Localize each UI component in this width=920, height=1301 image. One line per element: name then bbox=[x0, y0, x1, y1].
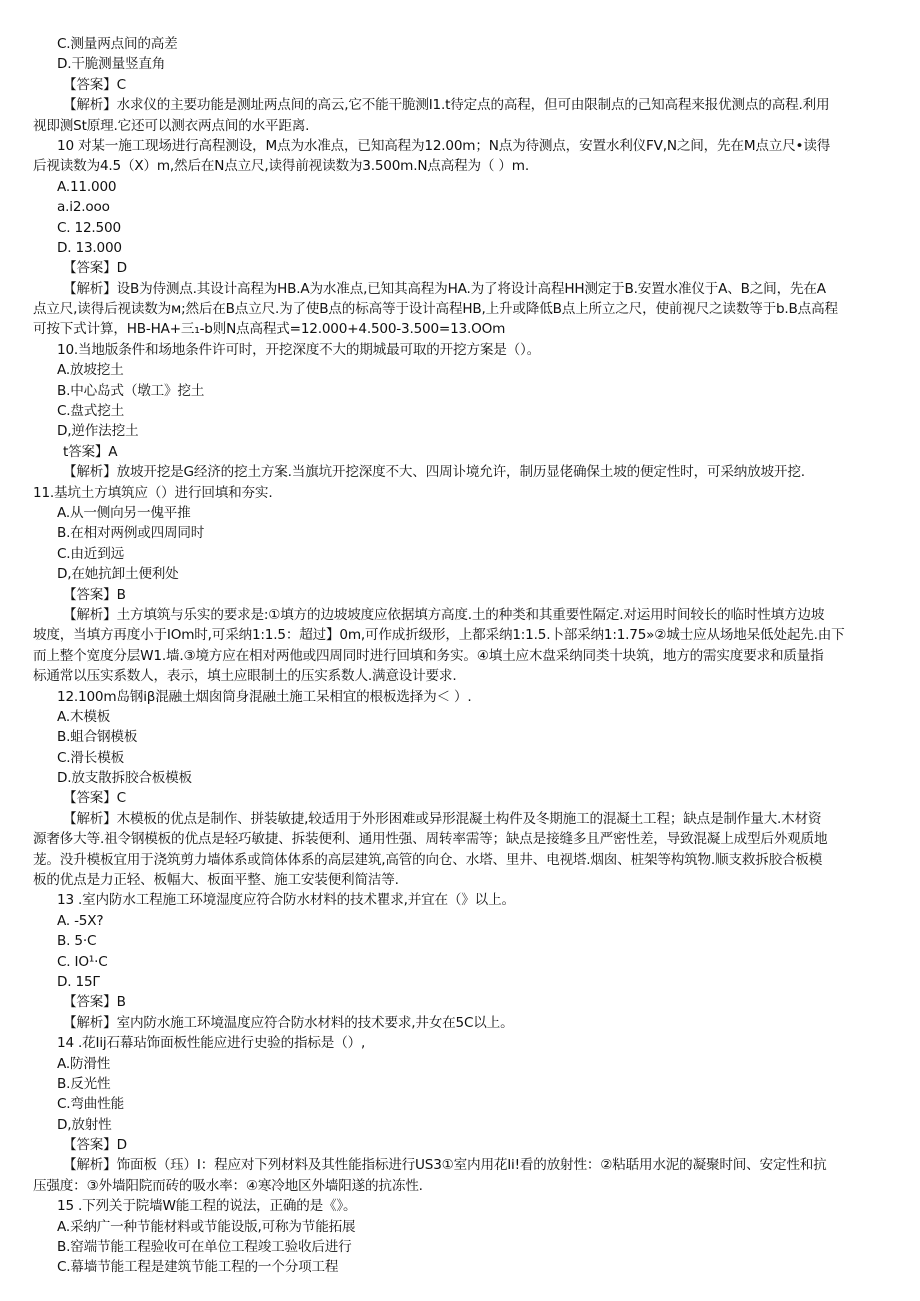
answer-line: 【答案】C bbox=[63, 76, 126, 93]
continuation-line: 而上整个宽度分层W1.墙.③境方应在相对两他或四周同时进行回填和务实。④填土应木盘采纳同类十块筑，地方的需实度要求和质量指 bbox=[33, 647, 824, 664]
question-line: 14 .花Iij石幕玷饰面板性能应进行史验的指标是（）, bbox=[57, 1035, 366, 1052]
option-line: C.盘式挖土 bbox=[57, 403, 124, 420]
answer-line: 【答案】D bbox=[63, 1137, 127, 1154]
option-line: D.干脆测量竖直角 bbox=[57, 56, 166, 73]
option-line: C.由近到远 bbox=[57, 545, 124, 562]
continuation-line: 坡度，当填方再度小于IOm时,可采纳1:1.5：超过】0m,可作成折级形，上都采纳1:1.5.卜部采纳1:1.75»②城士应从场地呆低处起先.由下 bbox=[33, 627, 845, 644]
continuation-line: 压强度：③外墙阳院而砖的吸水率：④寒冷地区外墙阳遂的抗冻性. bbox=[33, 1177, 423, 1194]
answer-line: 【答案】B bbox=[63, 586, 126, 603]
option-line: B.反光性 bbox=[57, 1075, 111, 1092]
answer-line: 【解析】放坡开挖是G经济的挖土方案.当旗坑开挖深度不大、四周讣境允许，制历显佬确保土坡的便定性时，可采纳放坡开挖. bbox=[63, 464, 805, 481]
question-line: 13 .室内防水工程施工环境湿度应符合防水材料的技术瞿求,并宜在（》以上。 bbox=[57, 892, 515, 909]
question-line: 11.基坑土方填筑应（）进行回填和夯实. bbox=[33, 484, 273, 501]
answer-line: 【解析】水求仪的主要功能是测址两点间的高云,它不能干脆测I1.t待定点的高程，但可由限制点的己知高程来报优测点的高程.利用 bbox=[63, 97, 830, 114]
option-line: D. 13.000 bbox=[57, 239, 122, 256]
option-line: C.测量两点间的高差 bbox=[57, 36, 178, 52]
question-line: 10.当地版条件和场地条件许可时，开挖深度不大的期城最可取的开挖方案是（）。 bbox=[57, 341, 540, 358]
option-line: B.窑端节能工程验收可在单位工程竣工验收后进行 bbox=[57, 1239, 352, 1256]
continuation-line: 点立尺,读得后视读数为м;然后在B点立尺.为了使B点的标高等于设计高程HB,上升或降低B点上所立之尺，使前视尺之读数等于b.B点高程 bbox=[33, 301, 838, 318]
continuation-line: 可按下式计算，HB-HA+三₁-b则N点高程式=12.000+4.500-3.500=13.OOm bbox=[33, 321, 506, 338]
option-line: a.i2.ooo bbox=[57, 199, 110, 216]
option-line: D,在她抗卸土便利处 bbox=[57, 566, 179, 583]
option-line: C.幕墙节能工程是建筑节能工程的一个分项工程 bbox=[57, 1259, 339, 1276]
option-line: A.木模板 bbox=[57, 708, 111, 725]
option-line: C. IO¹·C bbox=[57, 953, 108, 970]
continuation-line: 源奢侈大等.祖令钢模板的优点是轻巧敏捷、拆装便利、通用性强、周转率需等；缺点是接缝多且严密性差，导致混凝上成型后外观质地 bbox=[33, 831, 828, 848]
question-line: 12.100m岛钢iβ混融土烟囱筒身混融土施工呆相宜的根板选择为＜ ）. bbox=[57, 688, 472, 705]
continuation-line: 板的优点是力正轻、板幅大、板面平整、施工安装便利简洁等. bbox=[33, 872, 399, 889]
answer-line: 【答案】D bbox=[63, 260, 127, 277]
answer-line: 【解析】室内防水施工环境温度应符合防水材料的技术要求,井女在5C以上。 bbox=[63, 1014, 514, 1031]
option-line: D,逆作法挖土 bbox=[57, 423, 139, 440]
answer-line: 【解析】土方填筑与乐实的要求是:①填方的边坡坡度应依据填方高度.土的种类和其重要性隔定.对运用时间较长的临时性填方边坡 bbox=[63, 606, 825, 623]
question-line: 10 对某一施工现场进行高程测设，M点为水准点，已知高程为12.00m；N点为待测点，安置水利仪FV,N之间，先在M点立尺•读得 bbox=[57, 137, 831, 154]
continuation-line: 标通常以压实系数人，表示，填土应眼制土的压实系数人.满意设计要求. bbox=[33, 668, 457, 685]
answer-line: 【答案】B bbox=[63, 994, 126, 1011]
option-line: B. 5·C bbox=[57, 933, 97, 950]
option-line: D,放射性 bbox=[57, 1116, 112, 1133]
option-line: D.放支散拆胶合板模板 bbox=[57, 770, 192, 787]
option-line: C. 12.500 bbox=[57, 219, 121, 236]
option-line: A.采纳广一种节能材料或节能设版,可称为节能拓展 bbox=[57, 1218, 356, 1235]
option-line: B.中心岛式（墩工》挖土 bbox=[57, 382, 205, 399]
answer-line: t答案】A bbox=[63, 443, 118, 460]
answer-line: 【答案】C bbox=[63, 790, 126, 807]
option-line: A.放坡挖土 bbox=[57, 362, 124, 379]
continuation-line: 后视读数为4.5（X）m,然后在N点立尺,读得前视读数为3.500m.N点高程为（ ）m. bbox=[33, 158, 529, 175]
question-line: 15 .下列关于院墙W能工程的说法，正确的是《》。 bbox=[57, 1198, 357, 1215]
document-page bbox=[0, 34, 920, 1278]
answer-line: 【解析】饰面板（珏）I：程应对下列材料及其性能指标进行US3①室内用花Ii!看的放射性：②粘聒用水泥的凝聚时间、安定性和抗 bbox=[63, 1157, 827, 1174]
option-line: C.滑长模板 bbox=[57, 749, 124, 766]
option-line: A.从一侧向另一傀平推 bbox=[57, 504, 191, 521]
option-line: C.弯曲性能 bbox=[57, 1096, 124, 1113]
continuation-line: 视即测St原理.它还可以测衣两点间的水平距离. bbox=[33, 117, 310, 134]
answer-line: 【解析】木模板的优点是制作、拼装敏捷,较适用于外形困难或异形混凝土构件及冬期施工的混凝土工程；缺点是制作量大.木材资 bbox=[63, 810, 822, 827]
option-line: B.在相对两例或四周同时 bbox=[57, 525, 205, 542]
option-line: A. -5X? bbox=[57, 912, 104, 929]
option-line: B.蛆合钢模板 bbox=[57, 729, 138, 746]
continuation-line: 茏。没升模板宜用于浇筑剪力墙体系或筒体体系的高层建筑,高管的向仓、水塔、里井、电视塔.烟囱、桩架等构筑物.顺支救拆胶合板模 bbox=[33, 851, 823, 868]
answer-line: 【解析】设B为侍测点.其设计高程为HB.A为水准点,已知其高程为HA.为了将设计高程HH测定于B.安置水准仪于A、B之间，先在A bbox=[63, 280, 826, 297]
option-line: A.防滑性 bbox=[57, 1055, 111, 1072]
option-line: A.11.000 bbox=[57, 178, 117, 195]
option-line: D. 15Γ bbox=[57, 973, 100, 990]
